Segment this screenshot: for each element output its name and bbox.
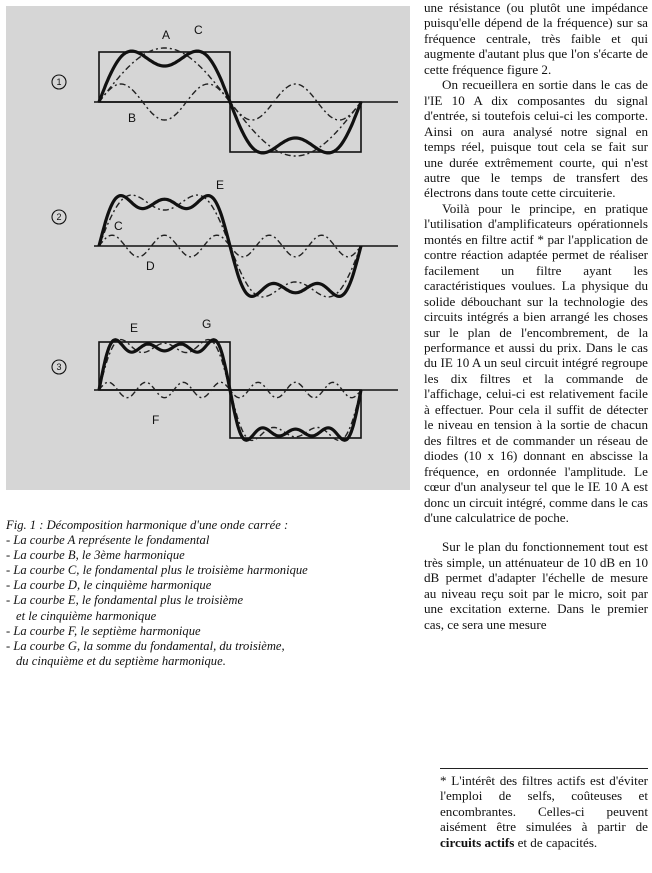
article-paragraph-3: Voilà pour le principe, en pratique l'utilisation d'amplificateurs opérationnels montés en filtre actif * par l'application de contre réaction adaptée permet de réaliser facilement un filtre ayant les caractéristiques voulues. La physique du solide débouchant sur la technologie des circuits intégrés a bien arrangé les choses sur le plan de l'encombrement, de la performance et aussi du prix. Dans le cas du IE 10 A un seul circuit intégré regroupe les dix filtres et la commande de l'affichage, celui-ci est relativement facile à effectuer. Pour cela il suffit de détecter le niveau en tension à la sortie de chacun des filtres et de commander un réseau de diodes (10 x 16) donnant en abscisse la fréquence, en ordonnée l'amplitude. Le cœur d'un analyseur tel que le IE 10 A est donc un circuit intégré, comme dans le cas d'une calculatrice de poche. — [424, 200, 648, 525]
caption-item-f: - La courbe F, le septième harmonique — [6, 623, 201, 638]
panel-2-label-d: D — [146, 259, 155, 273]
caption-item-e-cont: et le cinquième harmonique — [16, 608, 157, 623]
panel-1 — [52, 23, 398, 156]
caption-title: Fig. 1 : Décomposition harmonique d'une onde carrée : — [6, 518, 289, 532]
panel-2-label-c: C — [114, 219, 123, 233]
panel-1-number: 1 — [56, 77, 62, 87]
footnote-bold: circuits actifs — [440, 834, 515, 850]
panel-3-number: 3 — [56, 362, 62, 372]
panel-2 — [52, 178, 398, 297]
caption-item-g-cont: du cinquième et du septième harmonique. — [16, 653, 226, 668]
panel-2-number: 2 — [56, 212, 62, 222]
panel-3-square-low — [230, 390, 361, 438]
article-paragraph-4: Sur le plan du fonctionnement tout est très simple, un atténuateur de 10 dB en 10 dB permet d'adapter l'échelle de mesure au niveau reçu soit par le micro, soit par une excitation externe. Dans le premier cas, ce sera une mesure — [424, 539, 648, 632]
panel-1-label-b: B — [128, 111, 137, 125]
panel-3-square-high — [99, 342, 230, 390]
panel-1-label-a: A — [162, 28, 171, 42]
footnote — [440, 768, 648, 850]
article-paragraph-1: une résistance (ou plutôt une impédance puisqu'elle dépend de la fréquence) sur sa fréquence centrale, très faible et qui augmente d'autant plus que l'on s'écarte de cette fréquence figure 2. — [424, 0, 648, 77]
caption-item-g: - La courbe G, la somme du fondamental, du troisième, — [6, 638, 285, 653]
caption-item-d: - La courbe D, le cinquième harmonique — [6, 578, 212, 593]
harmonic-figure — [6, 6, 410, 490]
figure-caption — [6, 518, 410, 669]
panel-3-label-f: F — [152, 413, 160, 427]
harmonic-figure-svg — [6, 6, 410, 490]
footnote-text-end: et de capacités. — [514, 834, 598, 850]
panel-1-label-c: C — [194, 23, 203, 37]
caption-item-c: - La courbe C, le fondamental plus le troisième harmonique — [6, 563, 308, 578]
article-column — [424, 0, 648, 632]
article-paragraph-2: On recueillera en sortie dans le cas de l'IE 10 A dix composantes du signal d'entrée, si toutefois celui-ci les comporte. Ainsi on aura analysé notre signal en temps réel, puisque tout cela se fait sur une durée extrêmement courte, qui n'est autre que le temps de transfert des électrons dans toute cette circuiterie. — [424, 77, 648, 201]
panel-3-label-g: G — [202, 317, 212, 331]
caption-item-b: - La courbe B, le 3ème harmonique — [6, 548, 185, 563]
panel-3 — [52, 317, 398, 440]
caption-item-e: - La courbe E, le fondamental plus le troisième — [6, 593, 244, 608]
footnote-text-start: * L'intérêt des filtres actifs est d'éviter l'emploi de selfs, coûteuses et encombrantes. Celles-ci peuvent aisément être simulées à partir de — [440, 773, 648, 835]
panel-3-label-e: E — [130, 321, 139, 335]
caption-item-a: - La courbe A représente le fondamental — [6, 533, 210, 548]
panel-2-label-e: E — [216, 178, 225, 192]
